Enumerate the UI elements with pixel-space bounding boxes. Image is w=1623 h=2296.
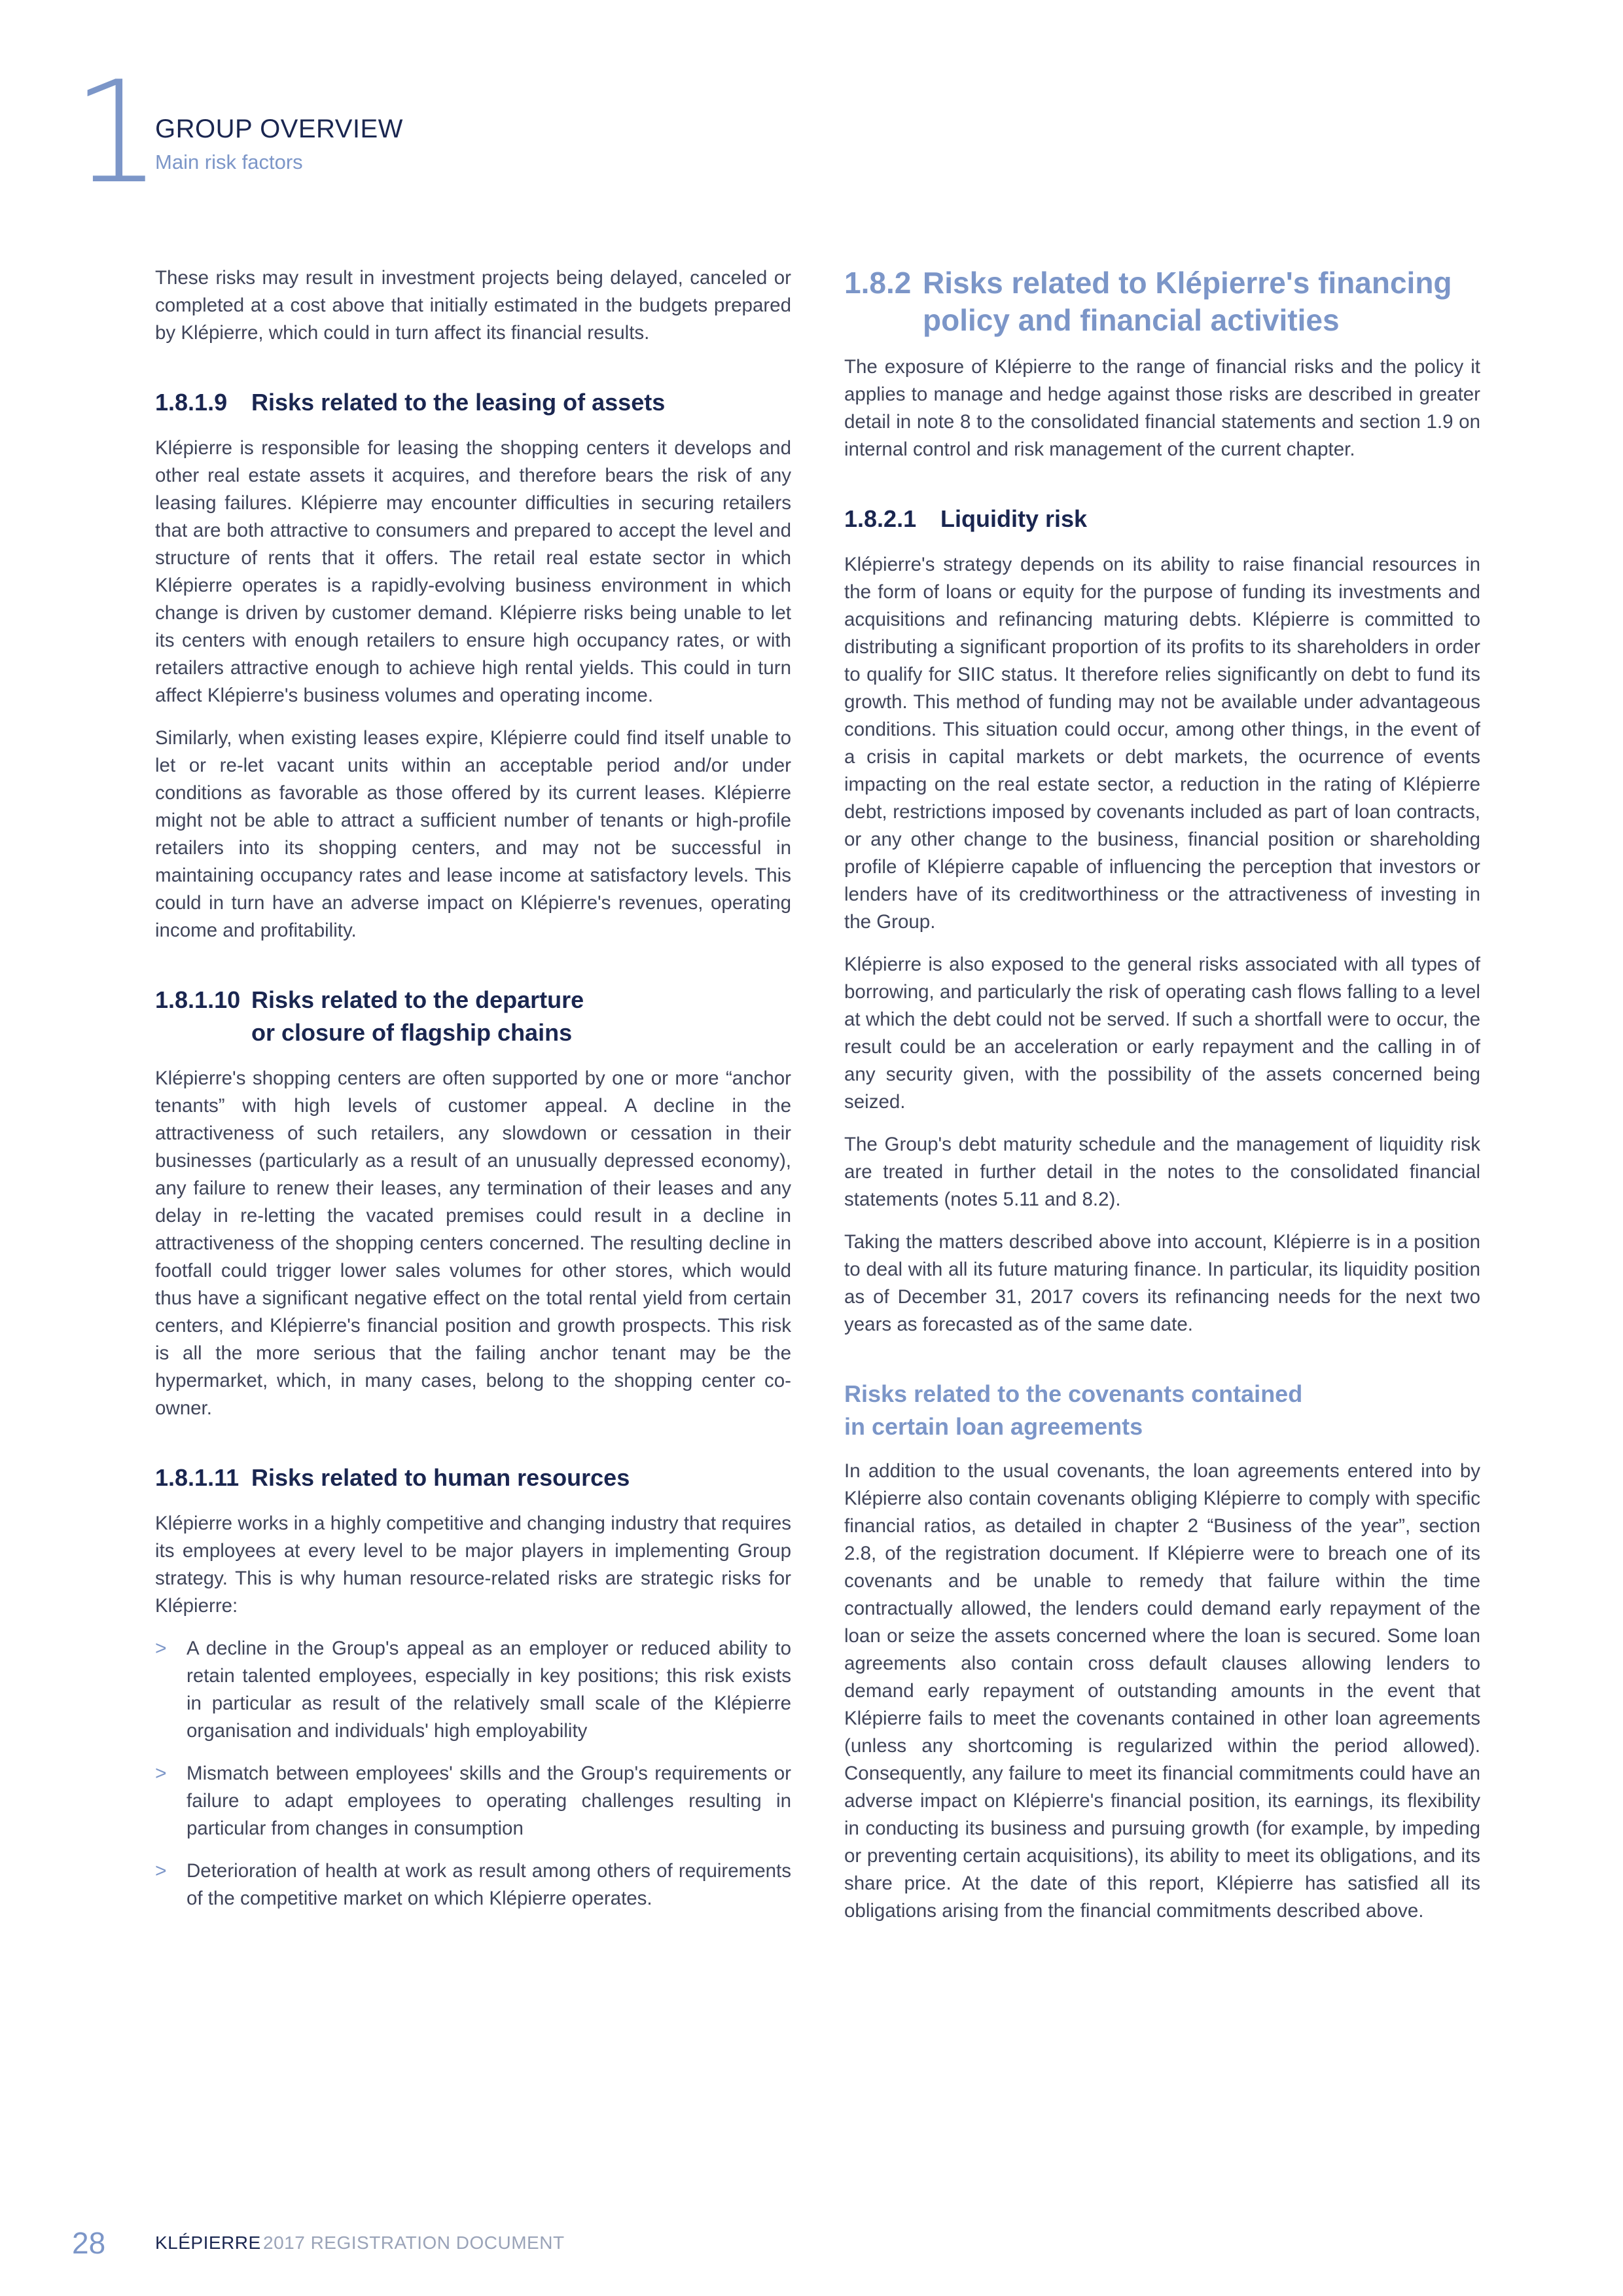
footer-brand: KLÉPIERRE [155, 2233, 261, 2253]
section-title-line: or closure of flagship chains [251, 1019, 573, 1046]
section-number: 1.8.1.10 [155, 986, 241, 1013]
footer-document-title: 2017 REGISTRATION DOCUMENT [263, 2233, 565, 2253]
list-item [155, 1760, 791, 1842]
section-title-line: Risks related to the departure [251, 986, 584, 1013]
section-title: Liquidity risk [940, 505, 1088, 532]
section-heading-1-8-1-10 [155, 984, 791, 1049]
list-item-text: A decline in the Group's appeal as an employer or reduced ability to retain talented employees, especially in key positions; this risk exists in particular as result of the relatively small scale of the Klépierre organisation and individuals' high employability [187, 1638, 791, 1742]
section-number: 1.8.1.9 [155, 389, 228, 416]
paragraph: The exposure of Klépierre to the range of financial risks and the policy it applies to manage and hedge against those risks are described in greater detail in note 8 to the consolidated financial statements and section 1.9 on internal control and risk management of the current chapter. [844, 356, 1480, 460]
section-title [923, 264, 1452, 339]
page-number: 28 [72, 2226, 106, 2260]
section-title-line: Risks related to Klépierre's financing [923, 266, 1452, 300]
list-item-text: Deterioration of health at work as result among others of requirements of the competitive market on which Klépierre operates. [187, 1860, 791, 1909]
left-column [155, 264, 791, 1928]
section-title: Risks related to human resources [251, 1464, 630, 1491]
subsection-title-line: in certain loan agreements [844, 1413, 1143, 1440]
section-number: 1.8.2 [844, 266, 912, 300]
section-title [251, 984, 584, 1049]
section-heading-1-8-1-9 [155, 386, 791, 419]
bullet-marker: > [155, 1763, 167, 1784]
chapter-number: 1 [72, 50, 162, 215]
paragraph: Klépierre is also exposed to the general risks associated with all types of borrowing, and particularly the risk of operating cash flows falling to a level at which the debt could not be served. If such a shortfall were to occur, the result could be an acceleration or early repayment and the calling in of any security given, with the possibility of the assets concerned being seized. [844, 954, 1480, 1113]
list-item [155, 1635, 791, 1745]
paragraph: Klépierre is responsible for leasing the shopping centers it develops and other real estate assets it acquires, and therefore bears the risk of any leasing failures. Klépierre may encounter difficulties in securing retailers that are both attractive to consumers and prepared to accept the level and structure of rents that it offers. The retail real estate sector in which Klépierre operates is a rapidly-evolving business environment in which change is driven by customer demand. Klépierre risks being unable to let its centers with enough retailers to ensure high occupancy rates, or with retailers attractive enough to achieve high rental yields. This could in turn affect Klépierre's business volumes and operating income. [155, 437, 791, 706]
paragraph: In addition to the usual covenants, the loan agreements entered into by Klépierre also contain covenants obliging Klépierre to comply with specific financial ratios, as detailed in chapter 2 “Business of the year”, section 2.8, of the registration document. If Klépierre were to breach one of its covenants and be unable to remedy that failure within the time contractually allowed, the lenders could demand early repayment of the loan or seize the assets concerned where the loan is secured. Some loan agreements also contain cross default clauses allowing lenders to demand early repayment of outstanding amounts in the event that Klépierre fails to meet the covenants contained in other loan agreements (unless any shortcoming is regularized within the period allowed). Consequently, any failure to meet its financial commitments could have an adverse impact on Klépierre's financial position, its earnings, its flexibility in conducting its business and pursuing growth (for example, by impeding or preventing certain acquisitions), its ability to meet its obligations, and its share price. At the date of this report, Klépierre has satisfied all its obligations arising from the financial commitments described above. [844, 1460, 1480, 1922]
chapter-subtitle: Main risk factors [155, 151, 303, 173]
intro-paragraph: These risks may result in investment projects being delayed, canceled or completed at a cost above that initially estimated in the budgets prepared by Klépierre, which could in turn affect its financial results. [155, 267, 791, 344]
section-number: 1.8.1.11 [155, 1464, 240, 1491]
bullet-marker: > [155, 1638, 167, 1659]
paragraph: Klépierre's shopping centers are often supported by one or more “anchor tenants” with high levels of customer appeal. A decline in the attractiveness of such retailers, any slowdown or cessation in their businesses (particularly as a result of an unusually depressed economy), any failure to renew their leases, any termination of their leases and any delay in re-letting the vacated premises could result in a decline in attractiveness of the shopping centers concerned. The resulting decline in footfall could trigger lower sales volumes for other stores, which would thus have a significant negative effect on the total rental yield from certain centers, and Klépierre's financial position and growth prospects. This risk is all the more serious that the failing anchor tenant may be the hypermarket, which, in many cases, belong to the shopping center co-owner. [155, 1067, 791, 1419]
section-heading-1-8-2 [844, 264, 1480, 339]
bullet-marker: > [155, 1860, 167, 1882]
paragraph: Klépierre's strategy depends on its ability to raise financial resources in the form of loans or equity for the purpose of funding its investments and acquisitions and refinancing maturing debts. Klépierre is committed to distributing a significant proportion of its profits to its shareholders in order to qualify for SIIC status. It therefore relies significantly on debt to fund its growth. This method of funding may not be available under advantageous conditions. This situation could occur, among other things, in the event of a crisis in capital markets or debt markets, the ocurrence of events impacting on the real estate sector, a reduction in the rating of Klépierre debt, restrictions imposed by covenants included as part of loan contracts, or any other change to the business, financial position or shareholding profile of Klépierre capable of influencing the perception that investors or lenders have of its creditworthiness or the attractiveness of investing in the Group. [844, 554, 1480, 933]
subsection-heading-covenants [844, 1378, 1315, 1443]
paragraph: Similarly, when existing leases expire, Klépierre could find itself unable to let or re-let vacant units within an acceptable period and/or under conditions as favorable as those offered by its current leases. Klépierre might not be able to attract a sufficient number of tenants or high-profile retailers into its shopping centers, and may not be successful in maintaining occupancy rates and lease income at satisfactory levels. This could in turn have an adverse impact on Klépierre's revenues, operating income and profitability. [155, 727, 791, 941]
subsection-title-line: Risks related to the covenants contained [844, 1380, 1303, 1407]
paragraph: Klépierre works in a highly competitive and changing industry that requires its employees at every level to be major players in implementing Group strategy. This is why human resource-related risks are strategic risks for Klépierre: [155, 1513, 791, 1617]
list-item [155, 1857, 791, 1912]
section-title: Risks related to the leasing of assets [251, 389, 666, 416]
right-column [844, 264, 1480, 1940]
paragraph: The Group's debt maturity schedule and the management of liquidity risk are treated in further detail in the notes to the consolidated financial statements (notes 5.11 and 8.2). [844, 1134, 1480, 1210]
chapter-title: GROUP OVERVIEW [155, 115, 403, 143]
bullet-list [155, 1635, 791, 1912]
section-heading-1-8-2-1 [844, 503, 1480, 535]
section-number: 1.8.2.1 [844, 505, 917, 532]
list-item-text: Mismatch between employees' skills and the Group's requirements or failure to adapt employees to operating challenges resulting in particular from changes in consumption [187, 1763, 791, 1839]
section-heading-1-8-1-11 [155, 1462, 791, 1494]
section-title-line: policy and financial activities [923, 303, 1340, 337]
paragraph: Taking the matters described above into account, Klépierre is in a position to deal with all its future maturing finance. In particular, its liquidity position as of December 31, 2017 covers its refinancing needs for the next two years as forecasted as of the same date. [844, 1231, 1480, 1335]
